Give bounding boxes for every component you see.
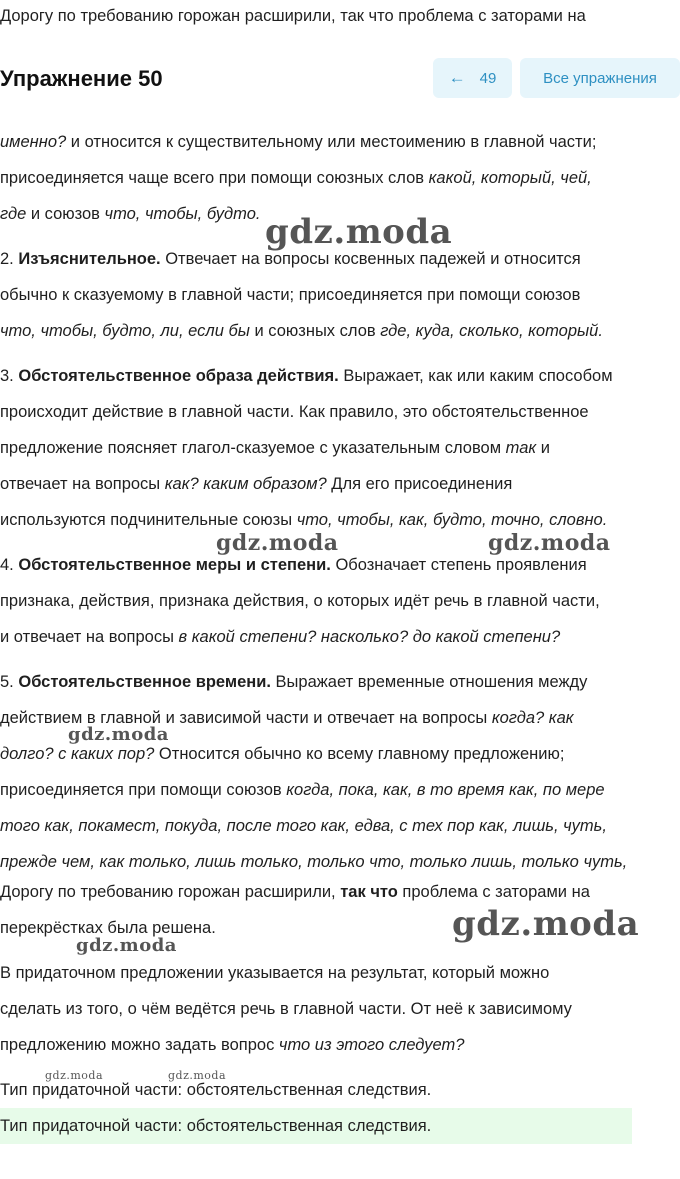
explanation-line: сделать из того, о чём ведётся речь в главной части. От неё к зависимому	[0, 1000, 572, 1018]
text-line: того как, покамест, покуда, после того как, едва, с тех пор как, лишь, чуть,	[0, 817, 607, 835]
watermark: gdz.moda	[216, 530, 339, 556]
text-line: именно? и относится к существительному или местоимению в главной части;	[0, 133, 597, 151]
text-line: что, чтобы, будто, ли, если бы и союзных слов где, куда, сколько, который.	[0, 322, 603, 340]
text-line: долго? с каких пор? Относится обычно ко всему главному предложению;	[0, 745, 565, 763]
watermark: gdz.moda	[68, 724, 169, 745]
watermark: gdz.moda	[168, 1069, 227, 1082]
watermark: gdz.moda	[76, 935, 177, 956]
prev-exercise-button[interactable]	[433, 58, 512, 98]
answer-highlight: Тип придаточной части: обстоятельственная следствия.	[0, 1108, 632, 1144]
exercise-header	[0, 58, 680, 100]
watermark: gdz.moda	[265, 212, 453, 252]
text-line: обычно к сказуемому в главной части; присоединяется при помощи союзов	[0, 286, 581, 304]
text-line: 5. Обстоятельственное времени. Выражает временные отношения между	[0, 673, 588, 691]
text-line: используются подчинительные союзы что, чтобы, как, будто, точно, словно.	[0, 511, 608, 529]
all-exercises-button[interactable]	[520, 58, 680, 98]
type-line: Тип придаточной части: обстоятельственная следствия.	[0, 1081, 432, 1099]
watermark: gdz.moda	[452, 904, 640, 944]
text-line: присоединяется при помощи союзов когда, пока, как, в то время как, по мере	[0, 781, 605, 799]
watermark: gdz.moda	[488, 530, 611, 556]
partial-top-line: Дорогу по требованию горожан расширили, так что проблема с заторами на	[0, 7, 586, 25]
explanation-line: предложению можно задать вопрос что из этого следует?	[0, 1036, 465, 1054]
example-line: Дорогу по требованию горожан расширили, так что проблема с заторами на	[0, 883, 590, 901]
text-line: присоединяется чаще всего при помощи союзных слов какой, который, чей,	[0, 169, 592, 187]
prev-exercise-label: 49	[479, 69, 497, 87]
explanation-line: В придаточном предложении указывается на результат, который можно	[0, 964, 550, 982]
text-line: 3. Обстоятельственное образа действия. Выражает, как или каким способом	[0, 367, 613, 385]
text-line: прежде чем, как только, лишь только, только что, только лишь, только чуть,	[0, 853, 628, 871]
arrow-left-icon: ←	[448, 68, 466, 87]
text-line: 2. Изъяснительное. Отвечает на вопросы косвенных падежей и относится	[0, 250, 581, 268]
text-line: где и союзов что, чтобы, будто.	[0, 205, 261, 223]
text-line: действием в главной и зависимой части и отвечает на вопросы когда? как	[0, 709, 574, 727]
text-line: признака, действия, признака действия, о которых идёт речь в главной части,	[0, 592, 600, 610]
example-line: перекрёстках была решена.	[0, 919, 216, 937]
text-line: предложение поясняет глагол-сказуемое с указательным словом так и	[0, 439, 550, 457]
text-line: происходит действие в главной части. Как правило, это обстоятельственное	[0, 403, 589, 421]
text-line: отвечает на вопросы как? каким образом? Для его присоединения	[0, 475, 513, 493]
text-line: 4. Обстоятельственное меры и степени. Обозначает степень проявления	[0, 556, 587, 574]
page-title: Упражнение 50	[0, 66, 163, 91]
watermark: gdz.moda	[45, 1069, 104, 1082]
all-exercises-label: Все упражнения	[543, 69, 657, 87]
text-line: и отвечает на вопросы в какой степени? насколько? до какой степени?	[0, 628, 561, 646]
